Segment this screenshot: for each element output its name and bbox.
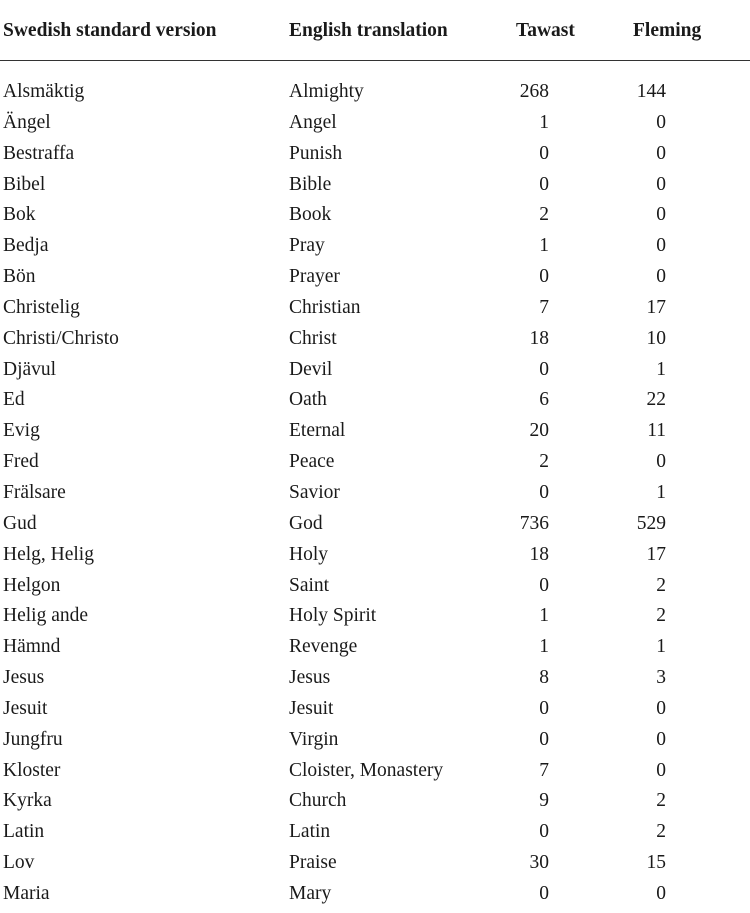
english-word: Almighty — [289, 81, 364, 102]
swedish-word: Ed — [3, 389, 25, 411]
tawast-count: 0 — [539, 358, 549, 380]
swedish-word: Hämnd — [3, 636, 61, 658]
tawast-count: 0 — [539, 882, 549, 904]
english-word: Praise — [289, 852, 337, 874]
table-row — [0, 663, 750, 694]
english-word: Revenge — [289, 636, 358, 658]
table-row — [0, 478, 750, 509]
tawast-count: 6 — [539, 389, 549, 411]
fleming-count: 0 — [656, 759, 666, 781]
swedish-word: Bok — [3, 204, 36, 226]
fleming-count: 10 — [646, 327, 666, 349]
fleming-count: 2 — [656, 790, 666, 812]
table-row — [0, 355, 750, 386]
swedish-word: Lov — [3, 852, 35, 874]
table-row — [0, 817, 750, 848]
swedish-word: Bedja — [3, 235, 49, 257]
english-word: Angel — [289, 111, 337, 133]
swedish-word: Ängel — [3, 111, 51, 133]
table-row — [0, 77, 750, 108]
fleming-count: 0 — [656, 204, 666, 226]
swedish-word: Gud — [3, 512, 37, 534]
tawast-count: 0 — [539, 266, 549, 288]
table-row — [0, 231, 750, 262]
tawast-count: 0 — [539, 173, 549, 195]
tawast-count: 2 — [539, 204, 549, 226]
table-row — [0, 200, 750, 231]
tawast-count: 268 — [519, 81, 549, 102]
table-row — [0, 139, 750, 170]
table-row — [0, 324, 750, 355]
table-row — [0, 632, 750, 663]
english-word: Latin — [289, 821, 331, 843]
table-row — [0, 540, 750, 571]
fleming-count: 0 — [656, 235, 666, 257]
english-word: God — [289, 512, 323, 534]
tawast-count: 1 — [539, 235, 549, 257]
header-english-translation: English translation — [289, 20, 448, 41]
table-row — [0, 262, 750, 293]
fleming-count: 1 — [656, 636, 666, 658]
english-word: Savior — [289, 481, 340, 503]
swedish-word: Alsmäktig — [3, 81, 85, 102]
fleming-count: 17 — [646, 543, 666, 565]
english-word: Mary — [289, 882, 332, 904]
english-word: Holy Spirit — [289, 605, 377, 627]
tawast-count: 0 — [539, 142, 549, 164]
english-word: Peace — [289, 451, 335, 473]
fleming-count: 3 — [656, 667, 666, 689]
tawast-count: 7 — [539, 296, 549, 318]
english-word: Cloister, Monastery — [289, 759, 444, 781]
table-row — [0, 725, 750, 756]
table-row — [0, 170, 750, 201]
english-word: Jesus — [289, 667, 331, 689]
english-word: Punish — [289, 142, 343, 164]
swedish-word: Bön — [3, 266, 36, 288]
english-word: Bible — [289, 173, 332, 195]
swedish-word: Evig — [3, 420, 40, 442]
swedish-word: Helgon — [3, 574, 61, 596]
english-word: Eternal — [289, 420, 346, 442]
header-tawast: Tawast — [516, 20, 575, 41]
swedish-word: Maria — [3, 882, 50, 904]
english-word: Christian — [289, 296, 361, 318]
fleming-count: 2 — [656, 574, 666, 596]
english-word: Book — [289, 204, 332, 226]
fleming-count: 0 — [656, 111, 666, 133]
table-row — [0, 447, 750, 478]
english-word: Virgin — [289, 728, 339, 750]
swedish-word: Jesuit — [3, 697, 48, 719]
table-row — [0, 601, 750, 632]
tawast-count: 736 — [519, 512, 549, 534]
english-word: Oath — [289, 389, 327, 411]
table-row — [0, 694, 750, 725]
table-body — [0, 77, 750, 910]
swedish-word: Jesus — [3, 667, 45, 689]
fleming-count: 0 — [656, 142, 666, 164]
swedish-word: Latin — [3, 821, 45, 843]
english-word: Holy — [289, 543, 328, 565]
tawast-count: 1 — [539, 605, 549, 627]
english-word: Jesuit — [289, 697, 334, 719]
fleming-count: 0 — [656, 882, 666, 904]
tawast-count: 18 — [529, 543, 549, 565]
english-word: Church — [289, 790, 347, 812]
table-row — [0, 786, 750, 817]
table-header — [0, 0, 750, 61]
table-row — [0, 509, 750, 540]
table-row — [0, 848, 750, 879]
fleming-count: 2 — [656, 821, 666, 843]
tawast-count: 0 — [539, 481, 549, 503]
tawast-count: 0 — [539, 574, 549, 596]
fleming-count: 1 — [656, 358, 666, 380]
fleming-count: 22 — [646, 389, 666, 411]
tawast-count: 20 — [529, 420, 549, 442]
tawast-count: 0 — [539, 728, 549, 750]
tawast-count: 0 — [539, 697, 549, 719]
fleming-count: 17 — [646, 296, 666, 318]
header-fleming: Fleming — [633, 20, 702, 41]
english-word: Pray — [289, 235, 325, 257]
tawast-count: 7 — [539, 759, 549, 781]
fleming-count: 0 — [656, 173, 666, 195]
tawast-count: 18 — [529, 327, 549, 349]
fleming-count: 0 — [656, 728, 666, 750]
swedish-word: Kyrka — [3, 790, 52, 812]
swedish-word: Christelig — [3, 296, 80, 318]
english-word: Christ — [289, 327, 337, 349]
fleming-count: 11 — [647, 420, 666, 442]
table-row — [0, 571, 750, 602]
tawast-count: 9 — [539, 790, 549, 812]
table-row — [0, 108, 750, 139]
table-row — [0, 756, 750, 787]
swedish-word: Helig ande — [3, 605, 89, 627]
tawast-count: 8 — [539, 667, 549, 689]
table-row — [0, 416, 750, 447]
header-swedish-standard-version: Swedish standard version — [3, 20, 217, 41]
fleming-count: 0 — [656, 697, 666, 719]
swedish-word: Jungfru — [3, 728, 63, 750]
english-word: Saint — [289, 574, 330, 596]
fleming-count: 0 — [656, 451, 666, 473]
swedish-word: Kloster — [3, 759, 61, 781]
swedish-word: Djävul — [3, 358, 57, 380]
swedish-word: Christi/Christo — [3, 327, 119, 349]
fleming-count: 1 — [656, 481, 666, 503]
swedish-word: Helg, Helig — [3, 543, 94, 565]
tawast-count: 0 — [539, 821, 549, 843]
tawast-count: 1 — [539, 111, 549, 133]
english-word: Prayer — [289, 266, 340, 288]
tawast-count: 30 — [529, 852, 549, 874]
fleming-count: 2 — [656, 605, 666, 627]
fleming-count: 0 — [656, 266, 666, 288]
table-row — [0, 385, 750, 416]
swedish-word: Bibel — [3, 173, 46, 195]
fleming-count: 15 — [646, 852, 666, 874]
swedish-word: Frälsare — [3, 481, 66, 503]
swedish-word: Fred — [3, 451, 39, 473]
table-row — [0, 293, 750, 324]
tawast-count: 1 — [539, 636, 549, 658]
tawast-count: 2 — [539, 451, 549, 473]
table-row — [0, 879, 750, 910]
fleming-count: 144 — [636, 81, 666, 102]
english-word: Devil — [289, 358, 333, 380]
swedish-word: Bestraffa — [3, 142, 75, 164]
fleming-count: 529 — [636, 512, 666, 534]
